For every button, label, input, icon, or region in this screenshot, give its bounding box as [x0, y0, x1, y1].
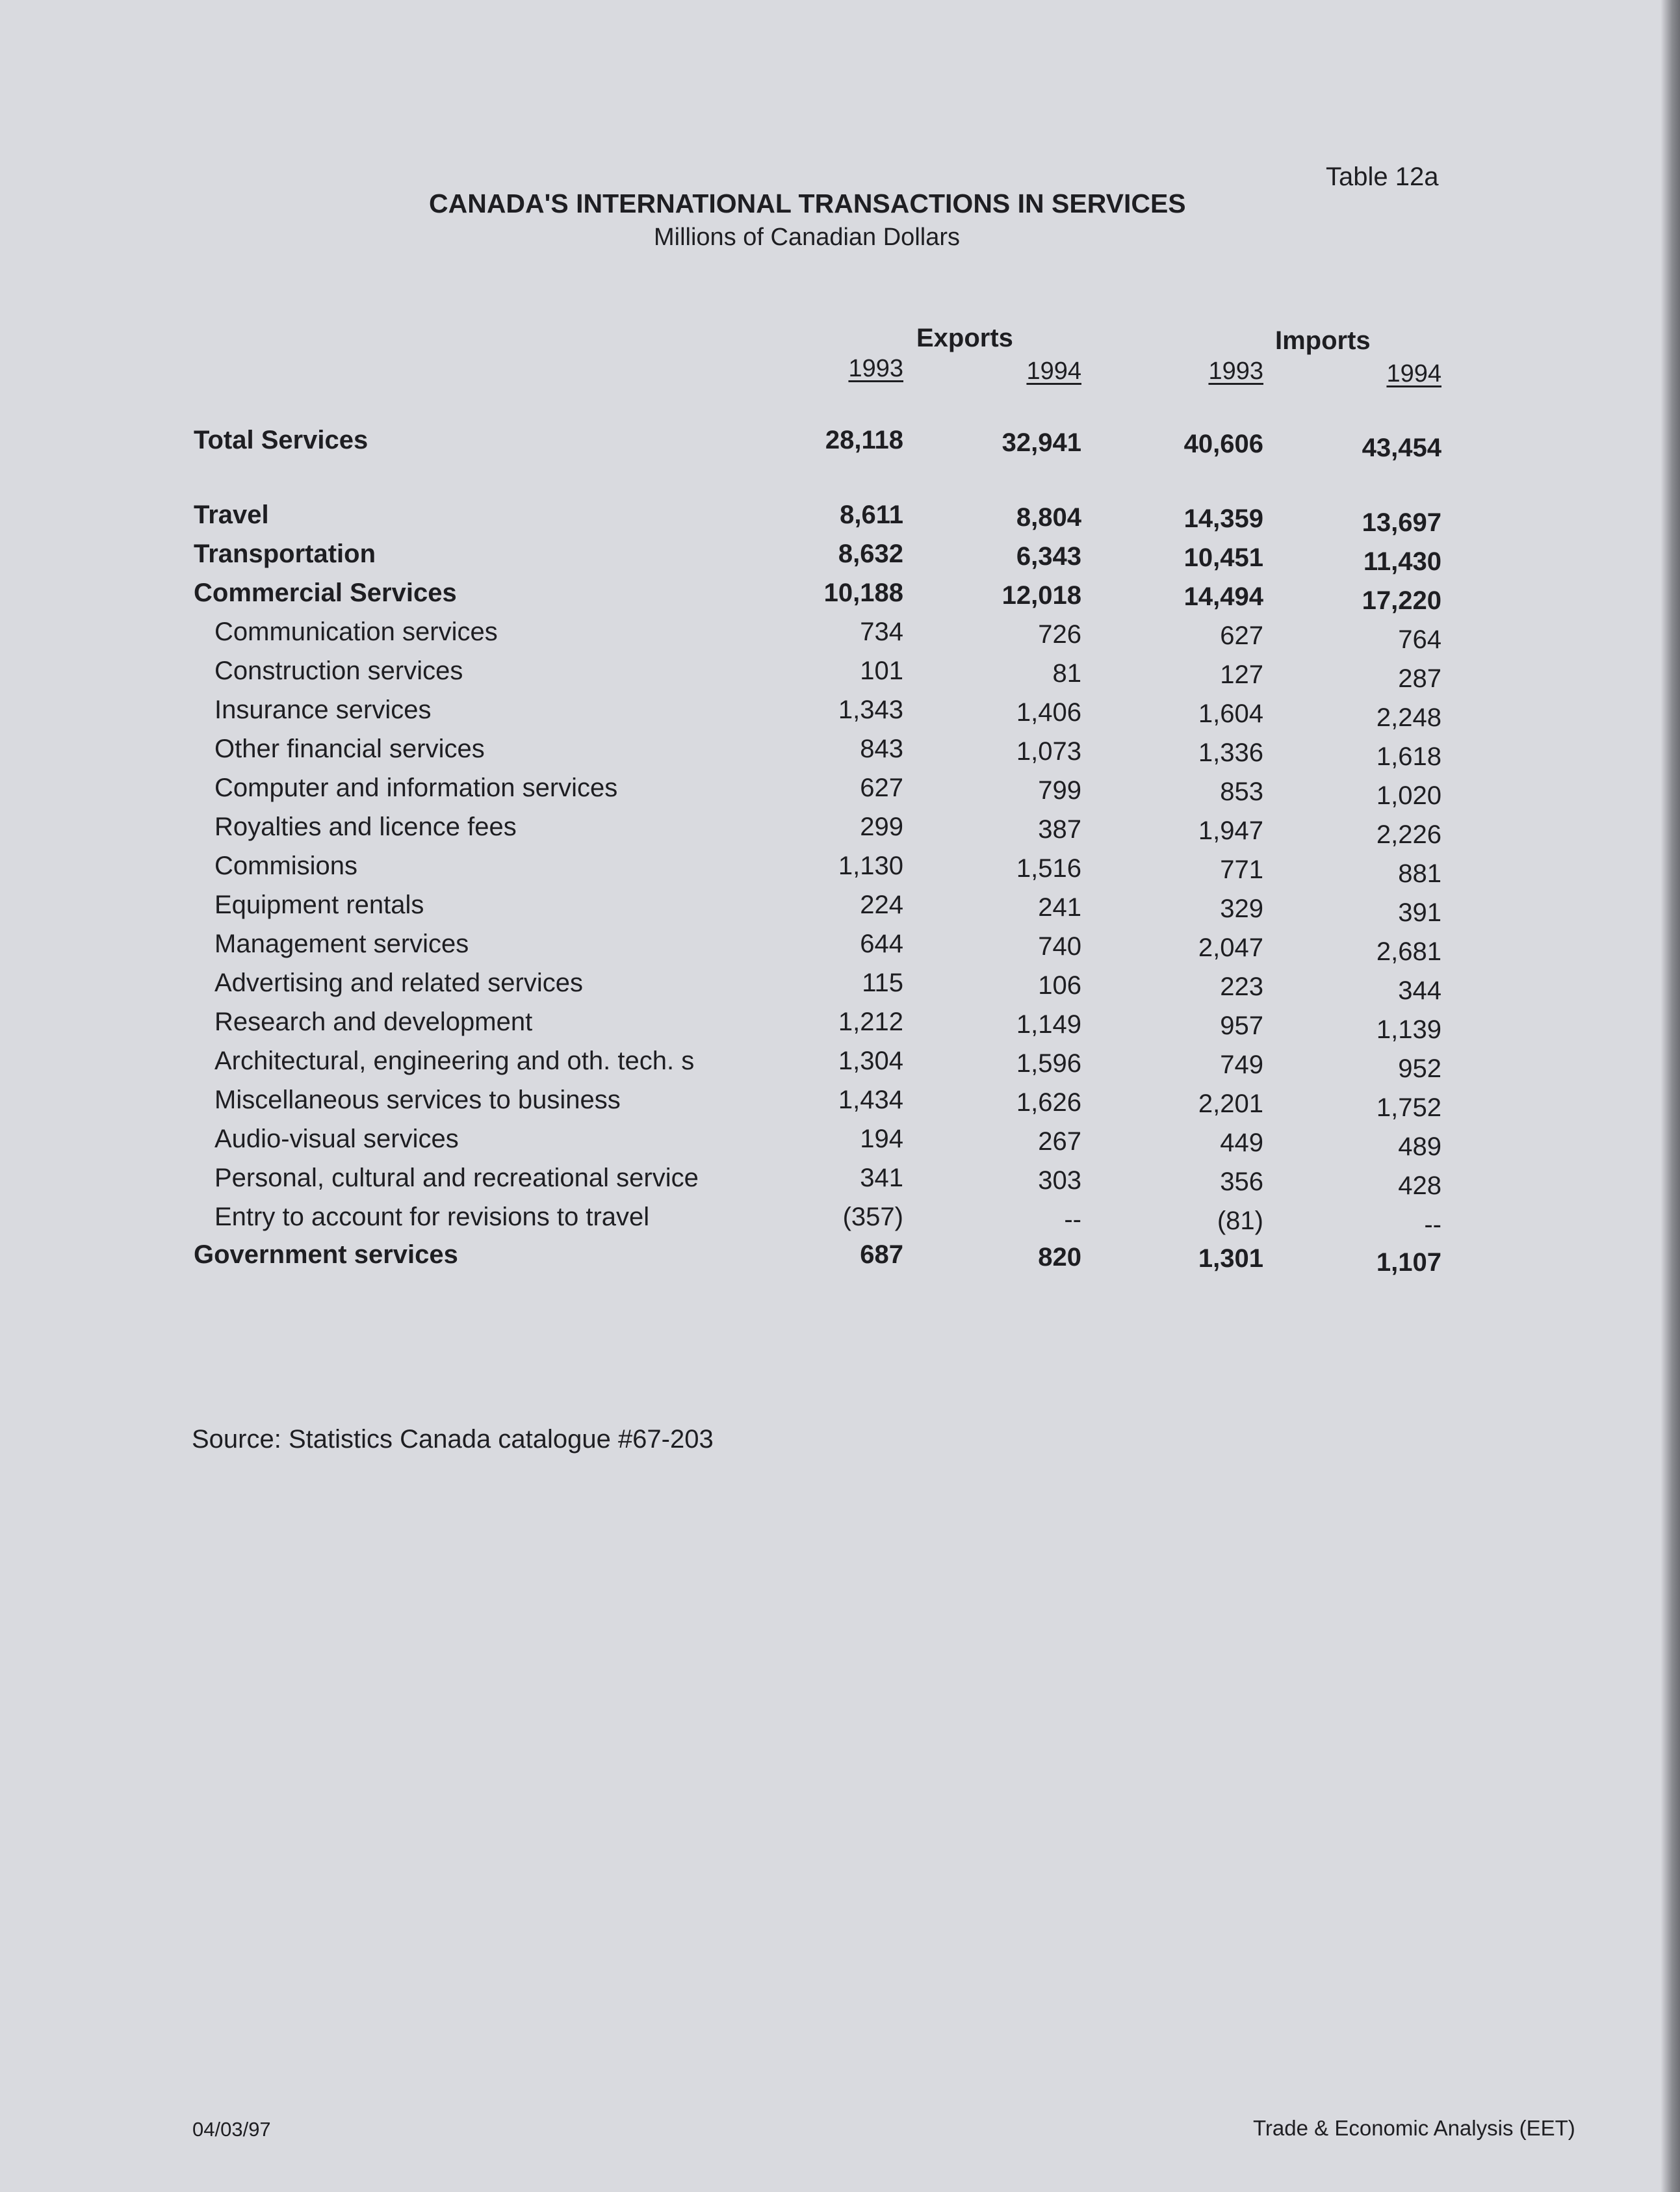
cell-imp-1994: 1,139 [1376, 1015, 1441, 1044]
cell-exp-1994: 1,626 [1016, 1088, 1081, 1117]
imports-group-header: Imports [1275, 326, 1371, 355]
cell-exp-1994: 387 [1038, 815, 1081, 844]
cell-exp-1993: 644 [860, 930, 903, 958]
table-row [0, 1086, 1680, 1125]
row-label: Miscellaneous services to business [214, 1086, 621, 1114]
row-label: Audio-visual services [214, 1125, 459, 1153]
row-label: Royalties and licence fees [214, 813, 517, 841]
cell-imp-1994: 2,226 [1376, 820, 1441, 849]
cell-exp-1994: 241 [1038, 893, 1081, 922]
cell-exp-1993: 101 [860, 657, 903, 685]
cell-imp-1994: 1,618 [1376, 742, 1441, 771]
table-row [0, 891, 1680, 930]
row-label: Other financial services [214, 735, 485, 763]
row-label: Commercial Services [194, 579, 457, 607]
table-row [0, 657, 1680, 696]
cell-imp-1994: 17,220 [1362, 586, 1441, 615]
exports-1994-header: 1994 [1026, 358, 1081, 385]
exports-group-header: Exports [916, 324, 1013, 352]
cell-exp-1993: 1,343 [838, 696, 903, 724]
cell-imp-1993: 1,301 [1198, 1244, 1263, 1273]
table-row [0, 813, 1680, 852]
cell-imp-1994: 952 [1398, 1054, 1441, 1083]
cell-imp-1993: 356 [1220, 1168, 1263, 1196]
row-label: Total Services [194, 426, 368, 454]
cell-imp-1993: 223 [1220, 972, 1263, 1001]
cell-exp-1994: 81 [1052, 659, 1081, 688]
table-row [0, 735, 1680, 774]
cell-imp-1993: 2,047 [1198, 933, 1263, 962]
cell-exp-1993: 224 [860, 891, 903, 919]
cell-imp-1993: 771 [1220, 855, 1263, 884]
cell-imp-1993: 14,359 [1183, 504, 1263, 533]
cell-exp-1993: 299 [860, 813, 903, 841]
cell-exp-1993: 115 [862, 969, 903, 997]
cell-exp-1994: 1,516 [1016, 854, 1081, 883]
cell-exp-1993: 8,632 [838, 540, 903, 568]
cell-imp-1993: 627 [1220, 621, 1263, 650]
table-row [0, 852, 1680, 891]
cell-exp-1993: 194 [860, 1125, 903, 1153]
cell-imp-1994: 43,454 [1362, 434, 1441, 462]
table-row [0, 618, 1680, 657]
row-label: Communication services [214, 618, 498, 646]
cell-exp-1994: -- [1064, 1205, 1081, 1234]
cell-exp-1993: 8,611 [840, 501, 903, 529]
cell-imp-1994: 287 [1398, 664, 1441, 693]
cell-imp-1993: 329 [1220, 894, 1263, 923]
table-row [0, 1125, 1680, 1164]
cell-imp-1994: 391 [1398, 898, 1441, 927]
row-label: Transportation [194, 540, 376, 568]
table-row [0, 696, 1680, 735]
cell-imp-1994: 489 [1398, 1132, 1441, 1161]
table-row [0, 1240, 1680, 1279]
table-row [0, 774, 1680, 813]
cell-imp-1993: 449 [1220, 1129, 1263, 1157]
row-label: Management services [214, 930, 469, 958]
cell-imp-1993: 853 [1220, 777, 1263, 806]
cell-imp-1994: 13,697 [1362, 508, 1441, 537]
cell-exp-1994: 303 [1038, 1166, 1081, 1195]
row-label: Personal, cultural and recreational service [214, 1164, 699, 1192]
document-title: CANADA'S INTERNATIONAL TRANSACTIONS IN SERVICES [429, 189, 1186, 218]
cell-exp-1994: 1,596 [1016, 1049, 1081, 1078]
cell-exp-1994: 799 [1038, 776, 1081, 805]
cell-exp-1993: 10,188 [823, 579, 903, 607]
row-label: Travel [194, 501, 269, 529]
cell-exp-1994: 8,804 [1016, 503, 1081, 532]
cell-exp-1994: 106 [1038, 971, 1081, 1000]
row-label: Construction services [214, 657, 463, 685]
cell-imp-1993: 40,606 [1183, 430, 1263, 458]
cell-exp-1994: 1,406 [1016, 698, 1081, 727]
table-row [0, 501, 1680, 540]
cell-imp-1994: 2,248 [1376, 703, 1441, 732]
footer-date: 04/03/97 [192, 2118, 271, 2141]
table-row [0, 1047, 1680, 1086]
row-label: Commisions [214, 852, 358, 880]
cell-imp-1994: 428 [1398, 1171, 1441, 1200]
cell-imp-1994: 344 [1398, 976, 1441, 1005]
cell-imp-1994: 881 [1398, 859, 1441, 888]
cell-exp-1993: (357) [842, 1203, 903, 1231]
cell-imp-1993: 957 [1220, 1011, 1263, 1040]
footer-organization: Trade & Economic Analysis (EET) [1253, 2116, 1575, 2140]
cell-exp-1993: 687 [860, 1240, 903, 1269]
cell-exp-1994: 740 [1038, 932, 1081, 961]
cell-exp-1993: 1,130 [838, 852, 903, 880]
cell-exp-1993: 1,304 [838, 1047, 903, 1075]
cell-exp-1993: 734 [860, 618, 903, 646]
table-row [0, 1203, 1680, 1242]
cell-imp-1993: 14,494 [1183, 582, 1263, 611]
row-label: Government services [194, 1240, 458, 1269]
cell-imp-1993: 1,604 [1198, 699, 1263, 728]
cell-exp-1994: 1,073 [1016, 737, 1081, 766]
cell-exp-1994: 820 [1038, 1243, 1081, 1272]
exports-1993-header: 1993 [848, 355, 903, 382]
cell-exp-1994: 6,343 [1016, 542, 1081, 571]
cell-imp-1993: (81) [1217, 1207, 1263, 1235]
cell-exp-1993: 1,212 [838, 1008, 903, 1036]
cell-exp-1994: 267 [1038, 1127, 1081, 1156]
row-label: Computer and information services [214, 774, 618, 802]
cell-imp-1993: 127 [1220, 660, 1263, 689]
cell-imp-1993: 1,947 [1198, 816, 1263, 845]
row-label: Research and development [214, 1008, 533, 1036]
cell-imp-1994: 2,681 [1376, 937, 1441, 966]
imports-1994-header: 1994 [1386, 360, 1441, 387]
imports-1993-header: 1993 [1208, 358, 1263, 385]
row-label: Advertising and related services [214, 969, 583, 997]
table-row [0, 969, 1680, 1008]
cell-imp-1994: 1,107 [1376, 1248, 1441, 1277]
table-row [0, 540, 1680, 579]
cell-exp-1993: 28,118 [825, 426, 903, 454]
source-note: Source: Statistics Canada catalogue #67-203 [192, 1425, 714, 1454]
table-label: Table 12a [1326, 163, 1439, 191]
cell-imp-1993: 2,201 [1198, 1089, 1263, 1118]
cell-imp-1993: 749 [1220, 1050, 1263, 1079]
cell-imp-1994: 11,430 [1363, 547, 1441, 576]
cell-imp-1994: 1,752 [1376, 1093, 1441, 1122]
row-label: Entry to account for revisions to travel [214, 1203, 650, 1231]
cell-exp-1994: 726 [1038, 620, 1081, 649]
cell-imp-1994: 764 [1398, 625, 1441, 654]
cell-imp-1994: 1,020 [1376, 781, 1441, 810]
cell-exp-1993: 1,434 [838, 1086, 903, 1114]
cell-exp-1994: 1,149 [1016, 1010, 1081, 1039]
table-row [0, 930, 1680, 969]
cell-imp-1993: 1,336 [1198, 738, 1263, 767]
cell-imp-1994: -- [1424, 1210, 1441, 1239]
cell-imp-1993: 10,451 [1183, 543, 1263, 572]
cell-exp-1994: 12,018 [1002, 581, 1081, 610]
cell-exp-1993: 341 [860, 1164, 903, 1192]
cell-exp-1993: 627 [860, 774, 903, 802]
table-row [0, 1008, 1680, 1047]
cell-exp-1993: 843 [860, 735, 903, 763]
table-row [0, 1164, 1680, 1203]
table-row [0, 579, 1680, 618]
row-label: Architectural, engineering and oth. tech. s [214, 1047, 695, 1075]
row-label: Insurance services [214, 696, 432, 724]
cell-exp-1994: 32,941 [1002, 428, 1081, 457]
row-label: Equipment rentals [214, 891, 424, 919]
document-subtitle: Millions of Canadian Dollars [654, 224, 960, 251]
table-row [0, 426, 1680, 465]
